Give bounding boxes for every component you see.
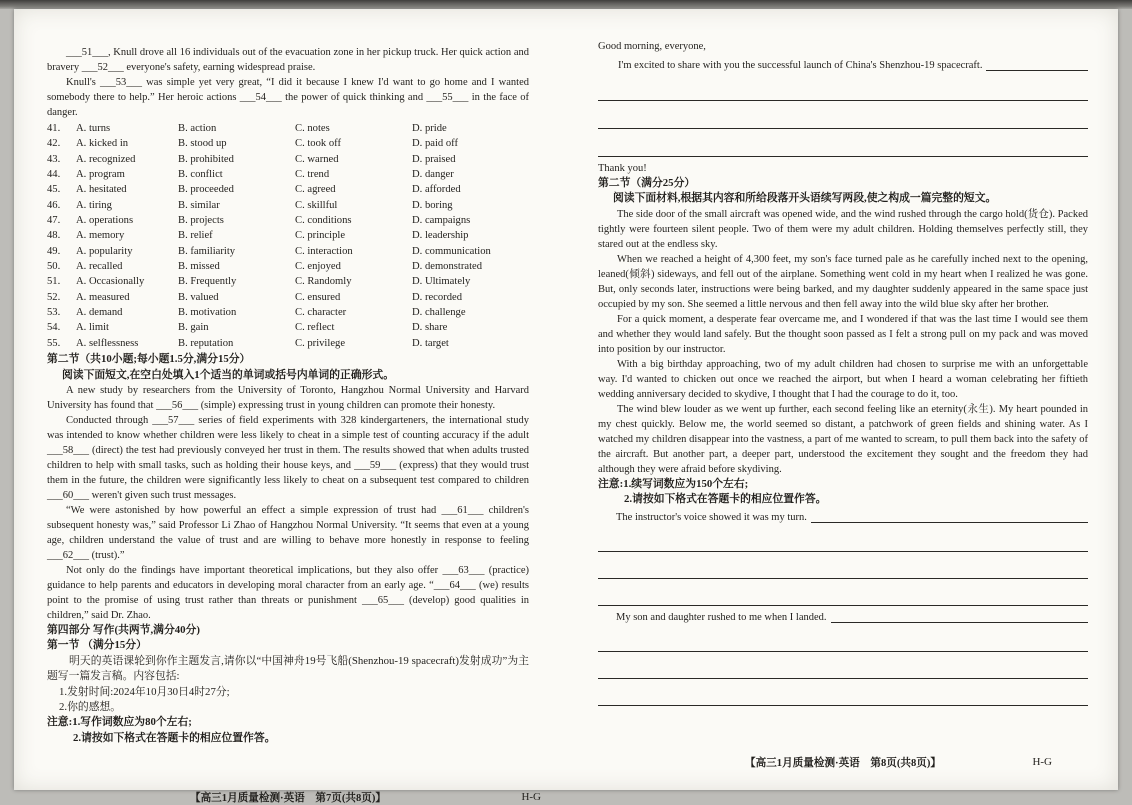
option-b: B. gain: [178, 322, 209, 334]
note-line: 2.请按如下格式在答题卡的相应位置作答。: [73, 731, 276, 744]
option-d: D. recorded: [412, 291, 462, 303]
option-row: [47, 244, 529, 259]
continuation-prompt-2: [598, 610, 1088, 625]
option-row: [47, 290, 529, 305]
option-d: D. demonstrated: [412, 261, 483, 273]
answer-line: [598, 101, 1088, 129]
option-a: A. kicked in: [76, 138, 129, 150]
option-b: B. stood up: [178, 138, 227, 150]
gap-fill-paragraph: Not only do the findings have important theoretical implications, but they also offer ___63___ (practice) guidance to help parents and educators in developing moral character from an early age. “___64___ (we) results point to the promise of using trust rather than threats or punishment ___65___ (develop) good qualities in children,” said Dr. Zhao.: [47, 564, 529, 621]
option-b: B. reputation: [178, 337, 234, 349]
gap-fill-paragraph: Conducted through ___57___ series of field experiments with 328 kindergarteners, the international study was intended to know whether children were less likely to cheat in a simple test of counting accuracy if the adult ___58___ (direct) the test had previously conveyed her trust in them. The results showed that when adults trusted children to help with small tasks, such as holding their house keys, and ___59___ (express) that they would trust them in the future, the children were significantly less likely to cheat on a subsequent test compared to children ___60___ weren't given such trust messages.: [47, 414, 529, 501]
option-row: [47, 167, 529, 182]
option-row: [47, 213, 529, 228]
option-row: [47, 198, 529, 213]
option-a: A. program: [76, 169, 125, 181]
option-c: C. privilege: [295, 337, 346, 349]
story-paragraph: For a quick moment, a desperate fear overcame me, and I wondered if that was the last time I would see them and whether they would land safely. But the thought soon passed as I felt a strong pull on my pack and was moved into position by our instructor.: [598, 313, 1088, 355]
footer-title: 【高三1月质量检测·英语 第7页(共8页)】: [190, 793, 386, 804]
question-number: 42.: [47, 138, 61, 150]
option-c: C. took off: [295, 138, 342, 150]
option-a: A. limit: [76, 322, 109, 334]
question-number: 46.: [47, 199, 61, 211]
option-b: B. relief: [178, 230, 213, 242]
option-b: B. prohibited: [178, 153, 234, 165]
story-paragraph: When we reached a height of 4,300 feet, my son's face turned pale as he carefully inched next to the opening, leaned(倾斜) sideways, and fell out of the airplane. Something went cold in my heart when I realized he was gone. But, only seconds later, instructions were being barked, and my daughter suddenly appeared in the same space just occupied by my son. She seemed a little nervous and then fell away into the wild blue sky after her brother.: [598, 253, 1088, 310]
option-c: C. agreed: [295, 184, 336, 196]
option-c: C. conditions: [295, 215, 352, 227]
option-a: A. recalled: [76, 261, 123, 273]
option-a: A. recognized: [76, 153, 136, 165]
option-d: D. share: [412, 322, 448, 334]
option-d: D. afforded: [412, 184, 461, 196]
option-c: C. ensured: [295, 291, 341, 303]
note-line: 注意:1.写作词数应为80个左右;: [47, 716, 192, 729]
option-c: C. principle: [295, 230, 346, 242]
option-a: A. tiring: [76, 199, 112, 211]
continuation-opening-sentence: My son and daughter rushed to me when I landed.: [616, 611, 827, 623]
option-b: B. Frequently: [178, 276, 237, 288]
option-d: D. challenge: [412, 307, 466, 319]
option-a: A. hesitated: [76, 184, 127, 196]
option-b: B. valued: [178, 291, 219, 303]
paper-code: H-G: [521, 791, 541, 803]
option-a: A. selflessness: [76, 337, 139, 349]
writing-point: 2.你的感想。: [59, 701, 122, 713]
option-row: [47, 152, 529, 167]
answer-line: [598, 73, 1088, 101]
option-c: C. trend: [295, 169, 330, 181]
section-instruction: 阅读下面材料,根据其内容和所给段落开头语续写两段,使之构成一篇完整的短文。: [613, 192, 997, 205]
speech-greeting: Good morning, everyone,: [598, 41, 706, 52]
option-c: C. enjoyed: [295, 261, 341, 273]
answer-line: [598, 652, 1088, 679]
continuation-opening-sentence: The instructor's voice showed it was my turn.: [616, 511, 807, 523]
gap-fill-paragraph: A new study by researchers from the University of Toronto, Hangzhou Normal University and Harvard University has found that ___56___ (simple) expressing trust in young children can promote their honesty.: [47, 384, 529, 411]
options-table: [47, 121, 529, 351]
option-a: A. memory: [76, 230, 125, 242]
question-number: 54.: [47, 322, 61, 334]
option-row: [47, 274, 529, 289]
writing-blank-line: [986, 58, 1088, 71]
question-number: 50.: [47, 261, 61, 273]
part-heading: 第四部分 写作(共两节,满分40分): [47, 623, 200, 636]
option-d: D. boring: [412, 199, 453, 211]
option-d: D. praised: [412, 153, 456, 165]
writing-blank-line: [831, 610, 1088, 623]
option-row: [47, 121, 529, 136]
continuation-prompt-1: [598, 510, 1088, 525]
option-a: A. operations: [76, 215, 134, 227]
option-b: B. action: [178, 123, 217, 134]
option-a: A. demand: [76, 307, 123, 319]
question-number: 47.: [47, 215, 61, 227]
scan-edge: [0, 0, 1132, 9]
option-a: A. Occasionally: [76, 276, 145, 288]
writing-blank-line: [811, 510, 1088, 523]
option-row: [47, 259, 529, 274]
option-c: C. Randomly: [295, 276, 352, 288]
option-b: B. similar: [178, 199, 220, 211]
answer-line: [598, 525, 1088, 552]
gap-fill-paragraph: “We were astonished by how powerful an effect a simple expression of trust had ___61___ children's subsequent honesty was,” said Professor Li Zhao of Hangzhou Normal University. “It seems that even at a young age, children understand the value of trust and are willing to behave more honestly in response to feeling ___62___ (trust).”: [47, 504, 529, 561]
option-a: A. measured: [76, 291, 130, 303]
option-c: C. character: [295, 307, 347, 319]
speech-closing: Thank you!: [598, 163, 647, 174]
option-c: C. reflect: [295, 322, 335, 334]
answer-line: [598, 129, 1088, 157]
note-line: 2.请按如下格式在答题卡的相应位置作答。: [624, 493, 827, 506]
story-paragraph: With a big birthday approaching, two of my adult children had chosen to surprise me with an unforgettable way. I'd wanted to chicken out once we reached the airport, but when I heard a woman celebrating her fiftieth wedding anniversary decided to skydive, I thought that I had the courage to do it, too.: [598, 358, 1088, 400]
option-d: D. target: [412, 337, 449, 349]
question-number: 53.: [47, 307, 61, 319]
option-row: [47, 136, 529, 151]
option-d: D. communication: [412, 245, 491, 257]
paper-code: H-G: [1032, 756, 1052, 768]
footer-title: 【高三1月质量检测·英语 第8页(共8页)】: [745, 758, 941, 769]
section-instruction: 阅读下面短文,在空白处填入1个适当的单词或括号内单词的正确形式。: [62, 368, 395, 381]
question-number: 55.: [47, 337, 61, 349]
option-row: [47, 320, 529, 335]
option-b: B. projects: [178, 215, 224, 227]
option-row: [47, 182, 529, 197]
page-7: [47, 45, 541, 804]
option-c: C. interaction: [295, 245, 353, 257]
question-number: 44.: [47, 169, 61, 181]
story-paragraph: The side door of the small aircraft was opened wide, and the wind rushed through the cargo hold(货仓). Packed tightly were fourteen silent people. Two of them were my adult children. Holding themselves perfectly still, they stared out at the endless sky.: [598, 208, 1088, 250]
page-footer: [598, 755, 1088, 770]
cloze-passage-paragraph: ___51___, Knull drove all 16 individuals out of the evacuation zone in her pickup truck. Her quick action and bravery ___52___ everyone's safety, earning widespread praise.: [47, 47, 529, 73]
option-row: [47, 228, 529, 243]
option-d: D. Ultimately: [412, 276, 471, 288]
option-c: C. skillful: [295, 199, 338, 211]
option-d: D. campaigns: [412, 215, 471, 227]
speech-opening: I'm excited to share with you the successful launch of China's Shenzhou-19 spacecraft.: [618, 60, 983, 71]
exam-paper-spread: [14, 9, 1118, 804]
note-line: 注意:1.续写词数应为150个左右;: [598, 477, 749, 490]
page-8: [598, 39, 1088, 769]
question-number: 41.: [47, 123, 61, 134]
question-number: 43.: [47, 153, 61, 165]
page-footer: [47, 790, 541, 805]
answer-line: [598, 579, 1088, 606]
option-d: D. paid off: [412, 138, 458, 150]
option-b: B. missed: [178, 261, 220, 273]
speech-opening-line: [598, 58, 1088, 73]
option-c: C. notes: [295, 123, 330, 134]
option-b: B. proceeded: [178, 184, 234, 196]
option-d: D. pride: [412, 123, 447, 134]
option-b: B. conflict: [178, 169, 223, 181]
writing-task: 明天的英语课轮到你作主题发言,请你以“中国神舟19号飞船(Shenzhou-19 spacecraft)发射成功”为主题写一篇发言稿。内容包括:: [47, 654, 529, 683]
question-number: 45.: [47, 184, 61, 196]
option-a: A. turns: [76, 123, 111, 134]
writing-point: 1.发射时间:2024年10月30日4时27分;: [59, 685, 230, 698]
question-number: 48.: [47, 230, 61, 242]
answer-line: [598, 679, 1088, 706]
option-b: B. motivation: [178, 307, 237, 319]
cloze-passage-paragraph: Knull's ___53___ was simple yet very great, “I did it because I knew I'd want to go home and I wanted somebody there to help.” Her heroic actions ___54___ the power of quick thinking and ___55___ in the face of danger.: [47, 77, 529, 118]
option-a: A. popularity: [76, 245, 133, 257]
option-c: C. warned: [295, 153, 339, 165]
section-heading: 第二节（共10小题;每小题1.5分,满分15分）: [47, 353, 251, 366]
question-number: 52.: [47, 291, 61, 303]
option-row: [47, 305, 529, 320]
question-number: 49.: [47, 245, 61, 257]
option-row: [47, 336, 529, 351]
answer-line: [598, 625, 1088, 652]
option-d: D. leadership: [412, 230, 469, 242]
question-number: 51.: [47, 276, 61, 288]
section-heading: 第一节 （满分15分）: [47, 639, 147, 652]
answer-line: [598, 552, 1088, 579]
section-heading: 第二节（满分25分）: [598, 177, 696, 189]
option-b: B. familiarity: [178, 245, 236, 257]
option-d: D. danger: [412, 169, 454, 181]
story-paragraph: The wind blew louder as we went up further, each second feeling like an eternity(永生). My heart pounded in my chest quickly. Below me, the world seemed so distant, a patchwork of green fields and shining water. As I watched my children disappear into the vastness, a part of me wanted to scream, to pull them back into the safety of the aircraft. But another part, a deeper part, understood the excitement they sought and the freedom they had although they were afraid before skydiving.: [598, 403, 1088, 475]
